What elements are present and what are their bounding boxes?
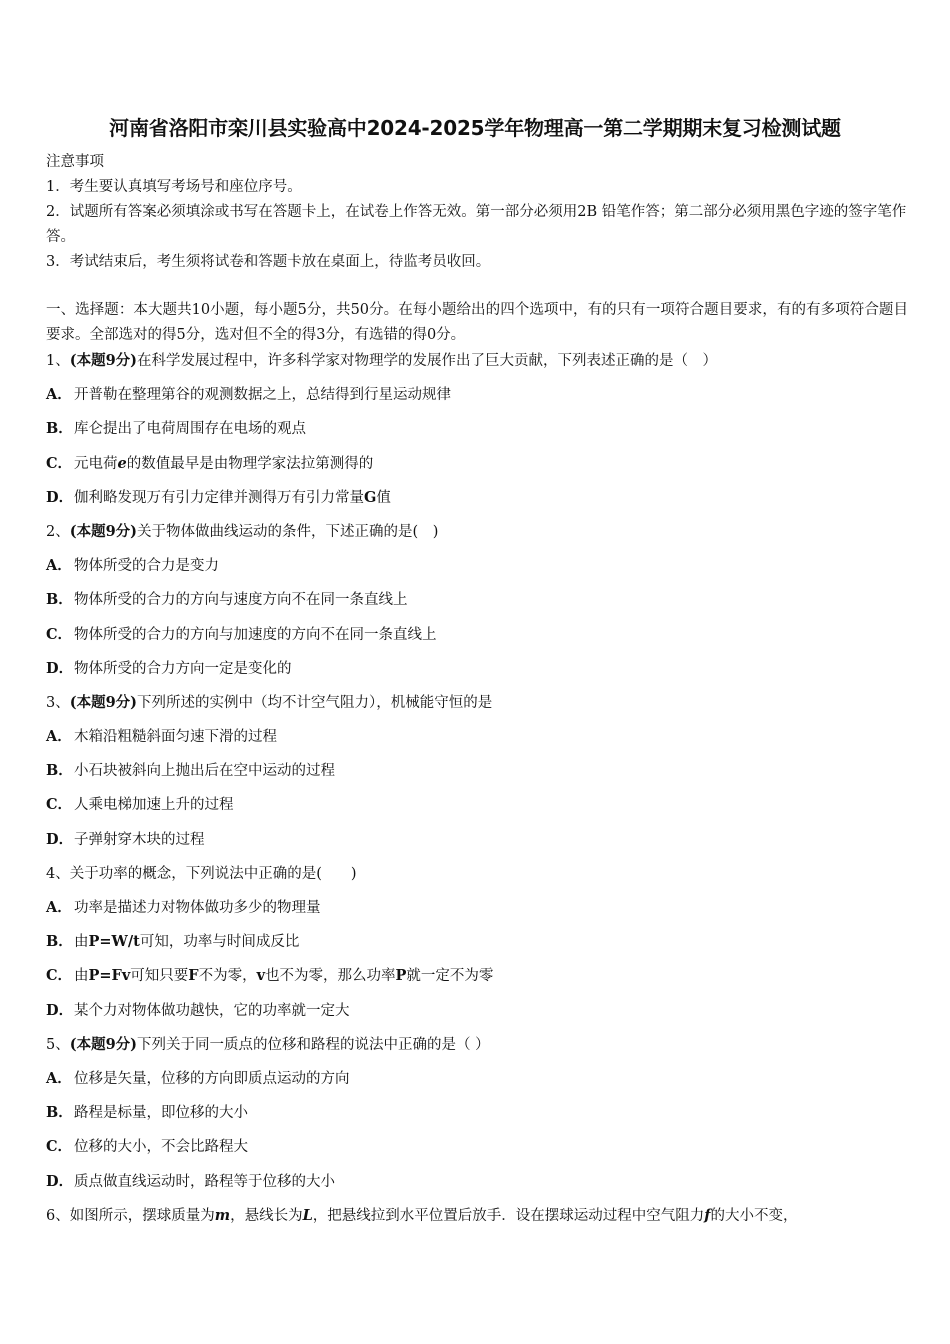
question-number: 4、: [46, 865, 70, 882]
option-letter: C．: [46, 625, 73, 643]
question-3-option-d: [46, 827, 916, 861]
question-4-stem: [46, 861, 916, 895]
question-list: [46, 348, 916, 1237]
option-text: 物体所受的合力方向一定是变化的: [74, 660, 292, 677]
section-instructions: 一、选择题：本大题共10小题，每小题5分，共50分。在每小题给出的四个选项中，有的只有一项符合题目要求，有的有多项符合题目要求。全部选对的得5分，选对但不全的得3分，有选错的得0分。: [46, 302, 908, 343]
formula: P=Fv: [88, 967, 131, 985]
option-text: 由: [74, 934, 89, 951]
option-text: 物体所受的合力是变力: [74, 558, 219, 575]
question-text: 的大小不变，: [710, 1207, 798, 1224]
question-1-option-a: [46, 382, 916, 416]
option-text: 路程是标量，即位移的大小: [74, 1105, 248, 1122]
question-text: ，把悬线拉到水平位置后放手．设在摆球运动过程中空气阻力: [312, 1207, 705, 1224]
option-letter: D．: [46, 1001, 74, 1019]
option-letter: B．: [46, 933, 73, 951]
notice-item: 2．试题所有答案必须填涂或书写在答题卡上，在试卷上作答无效。第一部分必须用2B 铅笔作答；第二部分必须用黑色字迹的签字笔作答。: [46, 204, 907, 245]
question-1-option-b: [46, 416, 916, 450]
question-text: 如图所示，摆球质量为: [69, 1207, 215, 1224]
question-4-option-b: [46, 929, 916, 963]
option-letter: A．: [46, 386, 72, 404]
question-2-option-b: [46, 587, 916, 621]
option-text: 开普勒在整理第谷的观测数据之上，总结得到行星运动规律: [74, 387, 451, 404]
option-text: 值: [376, 489, 391, 506]
option-letter: A．: [46, 557, 72, 575]
question-number: 6、: [46, 1207, 70, 1224]
option-text: 由: [74, 968, 89, 985]
question-1-option-c: [46, 451, 916, 485]
question-5-option-c: [46, 1134, 916, 1168]
math-variable: F: [188, 967, 199, 985]
question-text: 下列关于同一质点的位移和路程的说法中正确的是（ ）: [137, 1036, 490, 1053]
question-text: 关于功率的概念，下列说法中正确的是( ): [69, 865, 357, 882]
option-text: 位移是矢量，位移的方向即质点运动的方向: [74, 1070, 350, 1087]
question-3-option-a: [46, 724, 916, 758]
question-2-option-a: [46, 553, 916, 587]
option-text: 物体所受的合力的方向与速度方向不在同一条直线上: [74, 592, 408, 609]
question-2-stem: [46, 519, 916, 553]
option-letter: C．: [46, 796, 73, 814]
exam-title: 河南省洛阳市栾川县实验高中2024-2025学年物理高一第二学期期末复习检测试题: [109, 116, 841, 140]
option-letter: B．: [46, 762, 73, 780]
question-5-option-d: [46, 1169, 916, 1203]
option-text: 库仑提出了电荷周围存在电场的观点: [74, 421, 306, 438]
option-letter: D．: [46, 659, 74, 677]
question-2-option-d: [46, 656, 916, 690]
question-prefix: (本题9分): [69, 693, 138, 711]
question-text: ，悬线长为: [230, 1207, 303, 1224]
option-text: 伽利略发现万有引力定律并测得万有引力常量: [74, 489, 364, 506]
option-text: 小石块被斜向上抛出后在空中运动的过程: [74, 763, 335, 780]
question-4-option-c: [46, 963, 916, 997]
question-number: 3、: [46, 694, 70, 711]
option-letter: B．: [46, 420, 73, 438]
question-3-option-c: [46, 792, 916, 826]
option-text: 人乘电梯加速上升的过程: [74, 797, 234, 814]
question-number: 5、: [46, 1036, 70, 1053]
question-text: 在科学发展过程中，许多科学家对物理学的发展作出了巨大贡献，下列表述正确的是（ ）: [137, 353, 718, 369]
option-text: 子弹射穿木块的过程: [74, 831, 205, 848]
question-5-option-a: [46, 1066, 916, 1100]
option-letter: C．: [46, 967, 73, 985]
option-text: 的数值最早是由物理学家法拉第测得的: [126, 455, 374, 472]
option-text: 可知，功率与时间成反比: [139, 934, 300, 951]
question-number: 2、: [46, 523, 70, 540]
question-4-option-d: [46, 998, 916, 1032]
question-number: 1、: [46, 353, 70, 369]
question-prefix: (本题9分): [69, 1035, 138, 1053]
question-text: 关于物体做曲线运动的条件，下述正确的是( ): [137, 523, 439, 540]
question-6-stem: [46, 1203, 916, 1237]
question-1-stem: [46, 348, 916, 382]
option-text: 木箱沿粗糙斜面匀速下滑的过程: [74, 729, 277, 746]
question-3-stem: [46, 690, 916, 724]
option-letter: D．: [46, 1172, 74, 1190]
notice-item: 3．考试结束后，考生须将试卷和答题卡放在桌面上，待监考员收回。: [46, 254, 491, 270]
option-letter: C．: [46, 454, 73, 472]
formula: P=W/t: [88, 933, 140, 951]
option-letter: A．: [46, 728, 72, 746]
option-text: 就一定不为零: [406, 968, 494, 985]
option-text: 元电荷: [74, 455, 118, 472]
question-1-option-d: [46, 485, 916, 519]
math-variable: e: [117, 454, 127, 472]
math-variable: f: [704, 1206, 711, 1224]
option-text: 物体所受的合力的方向与加速度的方向不在同一条直线上: [74, 626, 437, 643]
math-variable: m: [214, 1206, 231, 1224]
option-text: 位移的大小，不会比路程大: [74, 1139, 248, 1156]
question-5-stem: [46, 1032, 916, 1066]
question-text: 下列所述的实例中（均不计空气阻力），机械能守恒的是: [137, 694, 493, 711]
option-letter: D．: [46, 488, 74, 506]
question-3-option-b: [46, 758, 916, 792]
notice-item: 1．考生要认真填写考场号和座位序号。: [46, 179, 302, 195]
option-letter: A．: [46, 899, 72, 916]
question-prefix: (本题9分): [69, 522, 138, 540]
math-variable: P: [395, 967, 407, 985]
option-text: 某个力对物体做功越快，它的功率就一定大: [74, 1002, 350, 1019]
question-2-option-c: [46, 622, 916, 656]
math-variable: v: [256, 967, 266, 985]
option-letter: B．: [46, 591, 73, 609]
option-letter: D．: [46, 830, 74, 848]
question-5-option-b: [46, 1100, 916, 1134]
math-variable: G: [364, 488, 377, 506]
option-letter: C．: [46, 1138, 73, 1156]
option-letter: A．: [46, 1069, 72, 1087]
notice-block: [46, 150, 908, 275]
option-text: 也不为零，那么功率: [265, 968, 396, 985]
option-text: 可知只要: [130, 968, 189, 985]
option-text: 不为零，: [198, 968, 257, 985]
option-letter: B．: [46, 1104, 73, 1122]
option-text: 质点做直线运动时，路程等于位移的大小: [74, 1173, 335, 1190]
notice-heading: 注意事项: [46, 154, 104, 170]
question-4-option-a: [46, 895, 916, 929]
option-text: 功率是描述力对物体做功多少的物理量: [74, 900, 321, 916]
question-prefix: (本题9分): [69, 352, 138, 369]
math-variable: L: [302, 1206, 313, 1224]
